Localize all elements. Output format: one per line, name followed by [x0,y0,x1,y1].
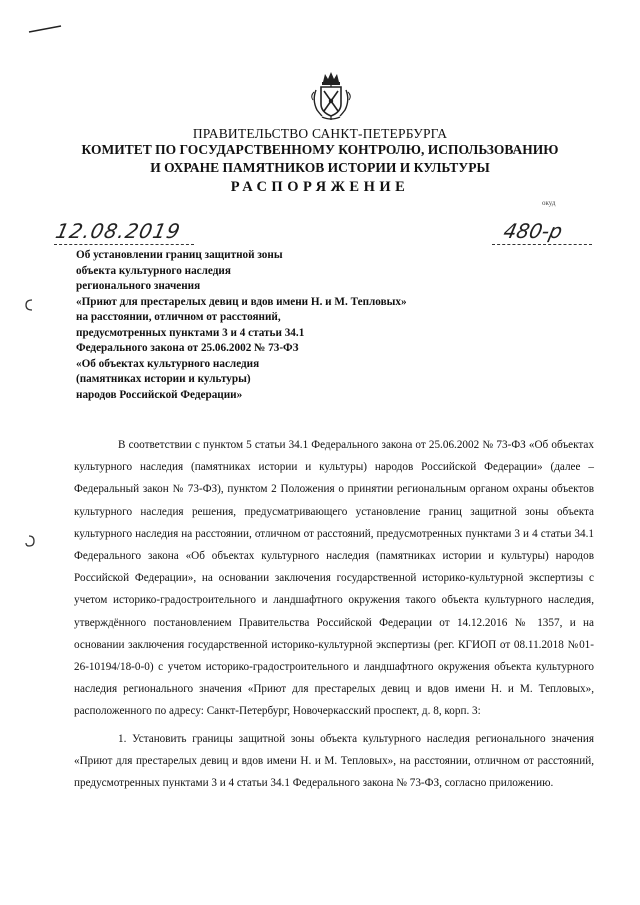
handwritten-number: 480-р [501,219,565,243]
body-paragraph: В соответствии с пунктом 5 статьи 34.1 Федерального закона от 25.06.2002 № 73-ФЗ «Об объектах культурного наследия (памятниках истории и культуры) народов Российской Федерации» (далее – Федеральный закон № 73-ФЗ), пунктом 2 Положения о принятии региональным органом охраны объектов культурного наследия решения, предусматривающего установление границ защитной зоны объекта культурного наследия на расстоянии, отличном от расстояний, предусмотренных пунктами 3 и 4 статьи 34.1 Федерального закона «Об объектах культурного наследия (памятниках истории и культуры) народов Российской Федерации», на основании заключения государственной историко-культурной экспертизы с учетом историко-градостроительного и ландшафтного окружения такого объекта культурного наследия, утверждённого постановлением Правительства Российской Федерации от 14.12.2016 № 1357, и на основании заключения государственной историко-культурной экспертизы (рег. КГИОП от 08.11.2018 №01-26-10194/18-0-0) с учетом историко-градостроительного и ландшафтного окружения объекта культурного наследия регионального значения «Приют для престарелых девиц и вдов имени Н. и М. Тепловых», расположенного по адресу: Санкт-Петербург, Новочеркасский проспект, д. 8, корп. 3: [74,439,594,718]
document-type-title: РАСПОРЯЖЕНИЕ [230,179,410,195]
coat-of-arms-icon [308,70,354,122]
subject-line: «Об объектах культурного наследия [76,357,260,370]
committee-name-line1: КОМИТЕТ ПО ГОСУДАРСТВЕННОМУ КОНТРОЛЮ, ИСПОЛЬЗОВАНИЮ [81,142,559,157]
committee-name-line2: И ОХРАНЕ ПАМЯТНИКОВ ИСТОРИИ И КУЛЬТУРЫ [150,160,490,175]
punch-hole-mark [24,298,36,312]
handwritten-date: 12.08.2019 [53,219,184,243]
okud-label: окуд [542,199,556,207]
punch-hole-mark [24,534,36,548]
subject-line: народов Российской Федерации» [76,388,243,401]
subject-line: на расстоянии, отличном от расстояний, [76,311,281,323]
pen-stroke-mark [28,24,62,34]
subject-line: (памятниках истории и культуры) [76,373,251,385]
subject-line: Федерального закона от 25.06.2002 № 73-ФЗ [76,342,299,354]
subject-line: Об установлении границ защитной зоны [76,249,283,261]
document-subject [76,248,506,403]
government-name: ПРАВИТЕЛЬСТВО САНКТ-ПЕТЕРБУРГА [192,126,448,141]
body-paragraph: 1. Установить границы защитной зоны объекта культурного наследия регионального значения «Приют для престарелых девиц и вдов имени Н. и М. Тепловых», на расстоянии, отличном от расстояний, предусмотренных пунктами 3 и 4 статьи 34.1 Федерального закона № 73-ФЗ, согласно приложению. [74,733,594,790]
date-underline [54,244,194,245]
subject-line: объекта культурного наследия [76,264,231,277]
subject-line: регионального значения [76,280,201,292]
subject-line: «Приют для престарелых девиц и вдов имени Н. и М. Тепловых» [76,295,407,308]
number-underline [492,244,592,245]
subject-line: предусмотренных пунктами 3 и 4 статьи 34.1 [76,326,305,339]
